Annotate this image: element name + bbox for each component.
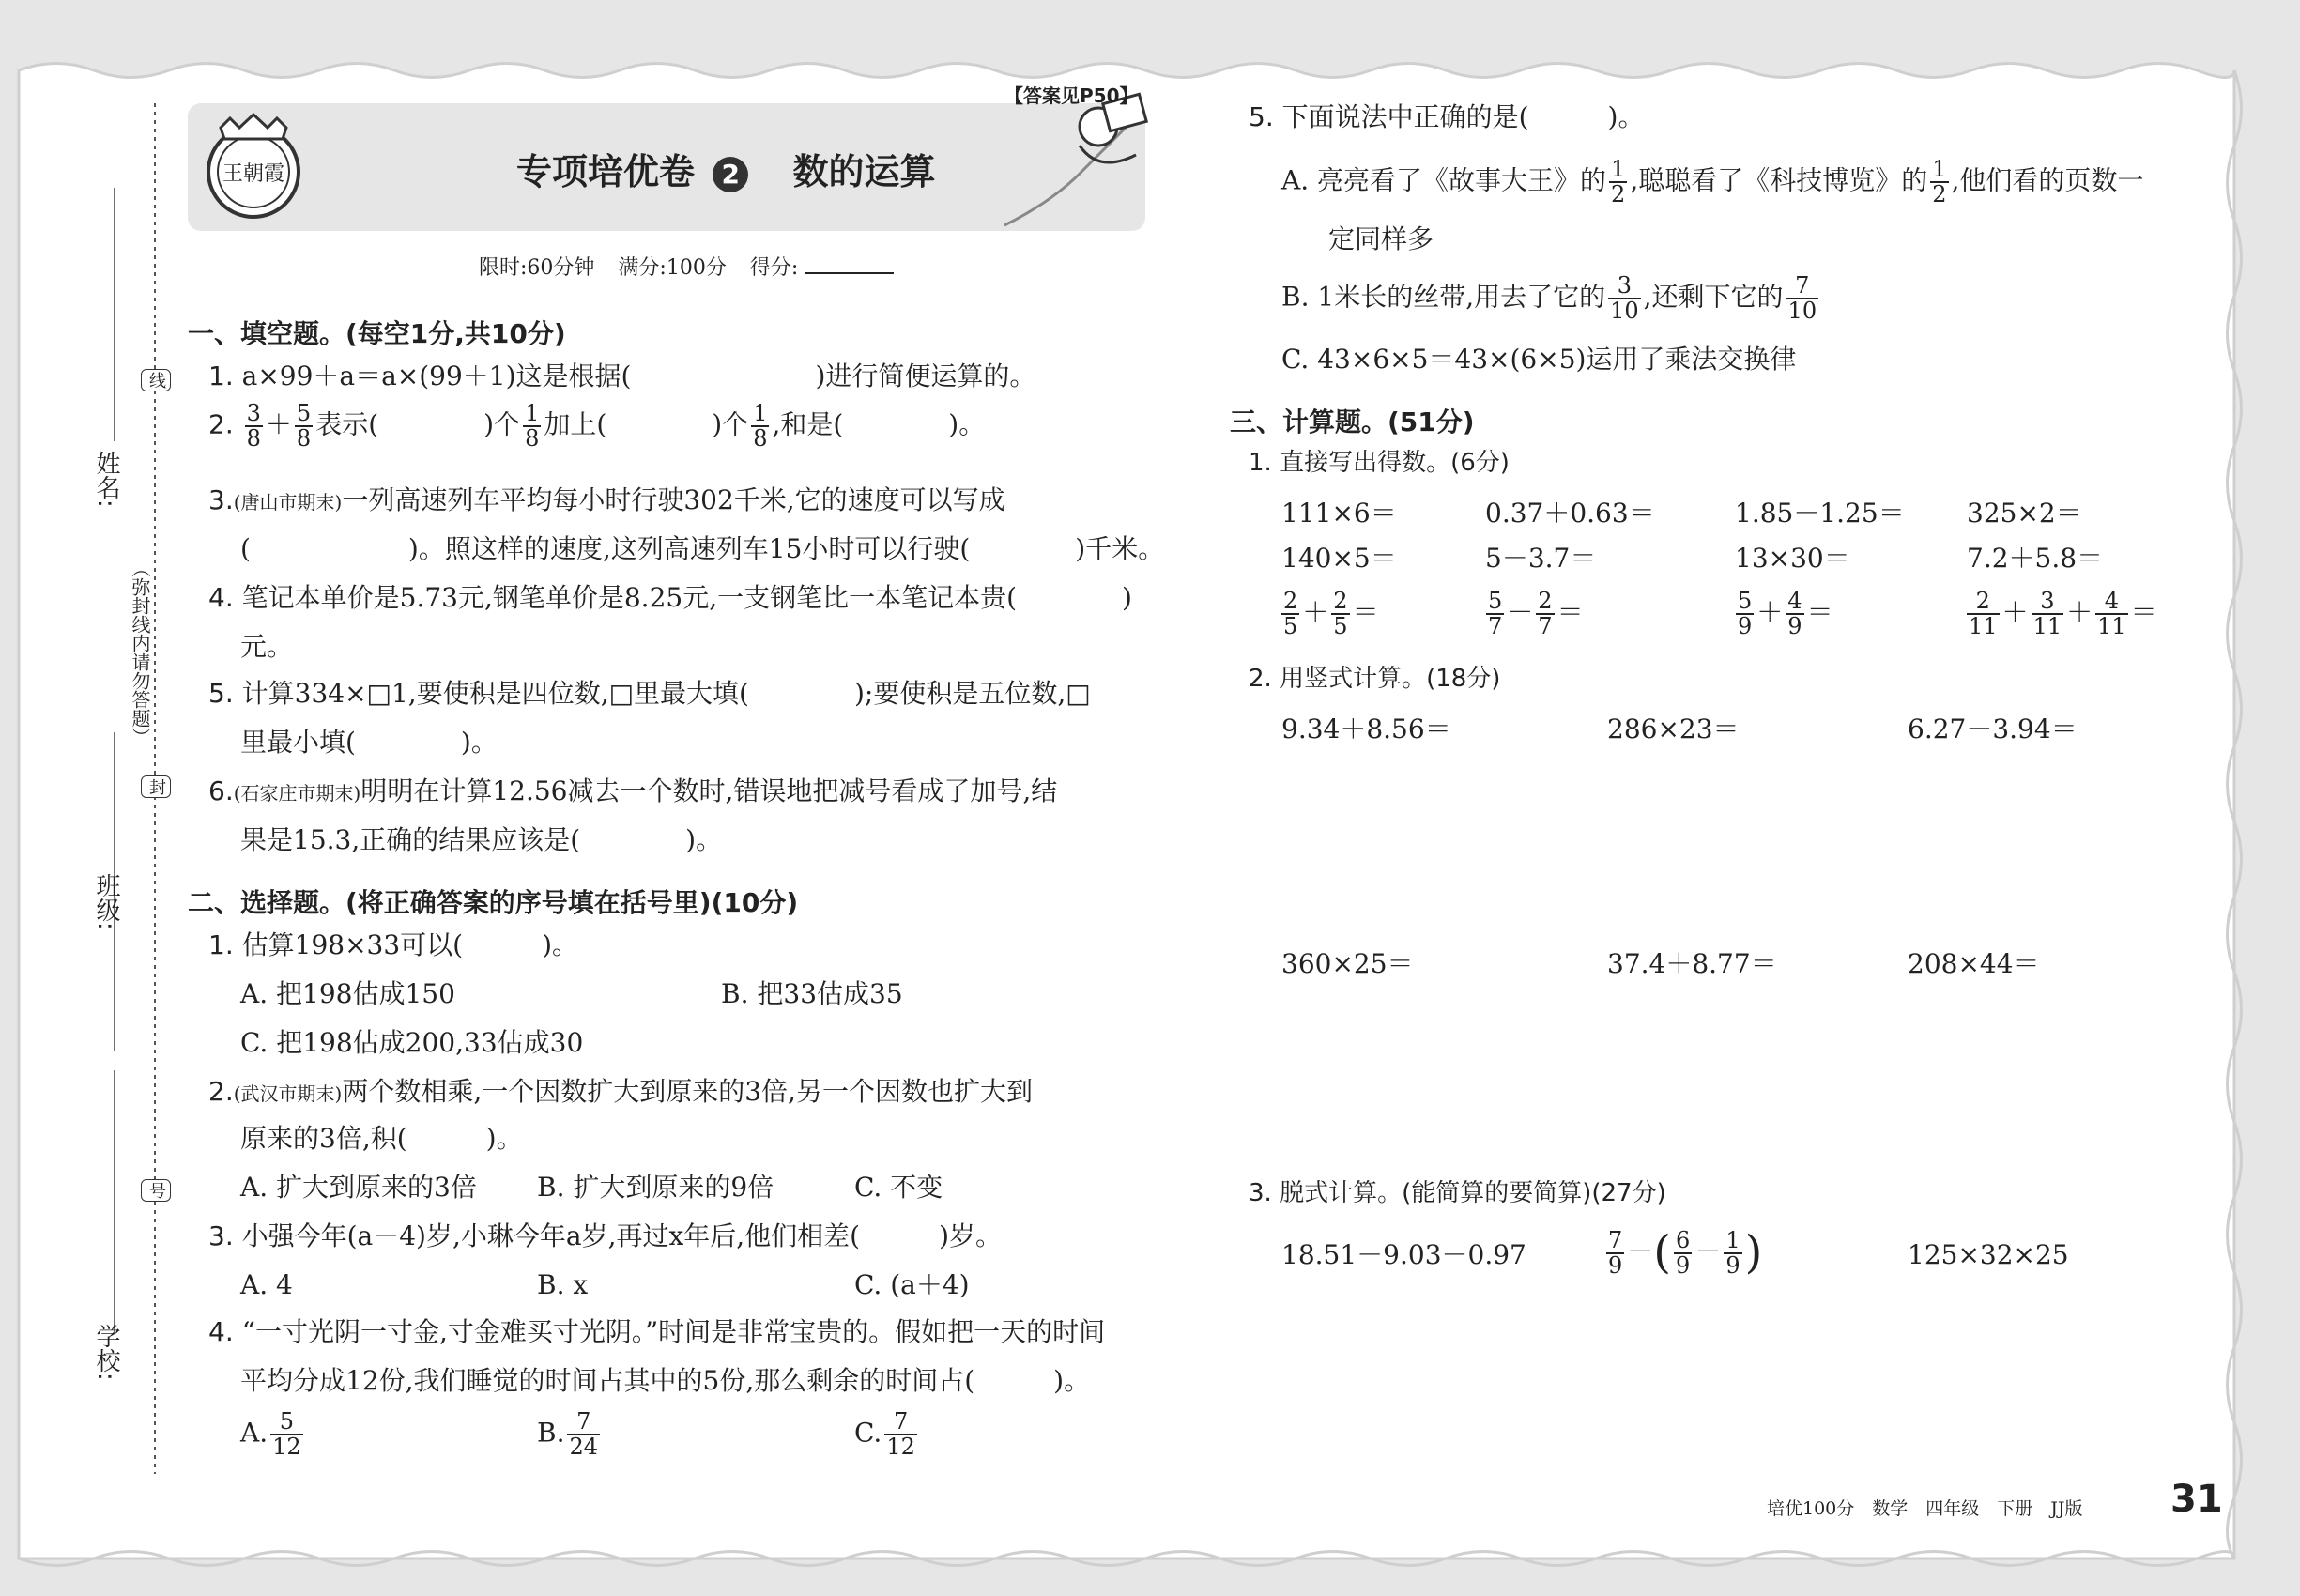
vertical-calc-3: 6.27－3.94＝: [1908, 714, 2078, 744]
full-score: 满分:100分: [618, 256, 727, 280]
calc-1-4: 325×2＝: [1967, 498, 2082, 529]
question-2-4-line2: 平均分成12份,我们睡觉的时间占其中的5份,那么剩余的时间占( )。: [240, 1365, 1091, 1396]
calc-3-3: $\frac{5}{9}$ ＋ $\frac{4}{9}$ ＝: [1738, 588, 1833, 640]
calc-2-2: 5－3.7＝: [1485, 543, 1597, 574]
option-2-2-b[interactable]: B. 扩大到原来的9倍: [537, 1172, 774, 1203]
option-2-2-a[interactable]: A. 扩大到原来的3倍: [240, 1172, 477, 1203]
title-left: 专项培优卷: [516, 151, 696, 192]
seal-mark-line: 线: [141, 369, 171, 391]
option-2-4-a[interactable]: A. $\frac{5}{12}$: [240, 1408, 301, 1461]
school-label: 学校:: [92, 1324, 120, 1381]
seal-mark-seal: 封: [141, 775, 171, 798]
fraction: $\frac{1}{8}$: [525, 400, 540, 453]
step-calc-1: 18.51－9.03－0.97: [1281, 1239, 1526, 1270]
question-2-2: 2.(武汉市期末)两个数相乘,一个因数扩大到原来的3倍,另一个因数也扩大到: [208, 1076, 1033, 1107]
question-1-4-line2: 元。: [240, 631, 294, 662]
question-1-5-line2: 里最小填( )。: [240, 727, 498, 758]
vertical-calc-1: 9.34＋8.56＝: [1281, 714, 1451, 744]
fraction: $\frac{3}{8}$: [246, 400, 261, 453]
seal-mark-number: 号: [141, 1179, 171, 1202]
option-2-3-b[interactable]: B. x: [537, 1269, 589, 1300]
vertical-calc-4: 360×25＝: [1281, 948, 1414, 979]
name-label: 姓名:: [92, 451, 120, 508]
question-1-2: 2. $\frac{3}{8}$ ＋ $\frac{5}{8}$ 表示( )个 $\frac{1}{8}$ 加上( )个 $\frac{1}{8}$ ,和是( )。: [208, 400, 986, 453]
section1-title: 一、填空题。(每空1分,共10分): [188, 318, 566, 349]
question-1-6: 6.(石家庄市期末)明明在计算12.56减去一个数时,错误地把减号看成了加号,结: [208, 775, 1058, 806]
calc-2-1: 140×5＝: [1281, 543, 1397, 574]
vertical-calc-5: 37.4＋8.77＝: [1607, 948, 1777, 979]
question-2-4: 4. “一寸光阴一寸金,寸金难买寸光阴。”时间是非常宝贵的。假如把一天的时间: [208, 1316, 1106, 1347]
part-3-3-title: 3. 脱式计算。(能简算的要简算)(27分): [1249, 1179, 1666, 1207]
option-2-4-b[interactable]: B. $\frac{7}{24}$: [537, 1408, 599, 1461]
section3-title: 三、计算题。(51分): [1230, 407, 1475, 437]
time-limit: 限时:60分钟: [479, 256, 595, 280]
fraction: $\frac{1}{8}$: [753, 400, 768, 453]
question-1-1: 1. a×99＋a＝a×(99＋1)这是根据( )进行简便运算的。: [208, 361, 1036, 391]
option-2-3-a[interactable]: A. 4: [240, 1269, 293, 1300]
question-2-2-line2: 原来的3倍,积( )。: [240, 1123, 523, 1154]
footer-info: 培优100分 数学 四年级 下册 JJ版: [1767, 1498, 2083, 1519]
svg-text:王朝霞: 王朝霞: [222, 162, 285, 186]
answer-reference: 【答案见P50】: [1004, 84, 1139, 107]
option-2-1-a[interactable]: A. 把198估成150: [240, 978, 455, 1009]
option-2-5-a-line2: 定同样多: [1328, 223, 1434, 254]
question-2-5: 5. 下面说法中正确的是( )。: [1249, 101, 1645, 132]
worksheet-title: [516, 143, 936, 194]
option-2-1-c[interactable]: C. 把198估成200,33估成30: [240, 1027, 584, 1058]
question-1-6-line2: 果是15.3,正确的结果应该是( )。: [240, 824, 723, 855]
class-label: 班级:: [92, 873, 120, 930]
calc-3-4: $\frac{2}{11}$ ＋ $\frac{3}{11}$ ＋ $\frac{4}{11}$ ＝: [1969, 588, 2157, 640]
page-number: 31: [2170, 1478, 2223, 1521]
score-label: 得分:: [749, 256, 799, 280]
question-1-5: 5. 计算334×□1,要使积是四位数,□里最大填( );要使积是五位数,□: [208, 678, 1091, 709]
calc-2-3: 13×30＝: [1735, 543, 1850, 574]
exam-info: [479, 252, 894, 281]
question-2-3: 3. 小强今年(a－4)岁,小琳今年a岁,再过x年后,他们相差( )岁。: [208, 1220, 1003, 1251]
question-1-4: 4. 笔记本单价是5.73元,钢笔单价是8.25元,一支钢笔比一本笔记本贵( ): [208, 582, 1132, 613]
seal-line-notice: （弥封线内请勿答题）: [129, 559, 151, 746]
option-2-3-c[interactable]: C. (a＋4): [854, 1269, 970, 1300]
calc-1-2: 0.37＋0.63＝: [1485, 498, 1655, 529]
option-2-2-c[interactable]: C. 不变: [854, 1172, 943, 1203]
calc-3-1: $\frac{2}{5}$ ＋ $\frac{2}{5}$ ＝: [1283, 588, 1379, 640]
mascot-illustration: [995, 89, 1164, 230]
fraction: $\frac{5}{8}$: [296, 400, 312, 453]
step-calc-2: $\frac{7}{9}$ －( $\frac{6}{9}$ － $\frac{1}{9}$ ): [1608, 1226, 1763, 1279]
option-2-5-a[interactable]: A. 亮亮看了《故事大王》的 $\frac{1}{2}$ ,聪聪看了《科技博览》的 $\frac{1}{2}$ ,他们看的页数一: [1281, 156, 2144, 208]
score-blank[interactable]: [805, 272, 894, 274]
part-3-2-title: 2. 用竖式计算。(18分): [1249, 665, 1501, 693]
question-1-3-line2: ( )。照这样的速度,这列高速列车15小时可以行驶( )千米。: [240, 533, 1165, 564]
calc-1-1: 111×6＝: [1281, 498, 1397, 529]
part-3-1-title: 1. 直接写出得数。(6分): [1249, 449, 1510, 477]
option-2-1-b[interactable]: B. 把33估成35: [721, 978, 903, 1009]
calc-3-2: $\frac{5}{7}$ － $\frac{2}{7}$ ＝: [1488, 588, 1584, 640]
brand-logo: [202, 111, 305, 223]
option-2-4-c[interactable]: C. $\frac{7}{12}$: [854, 1408, 915, 1461]
vertical-calc-2: 286×23＝: [1607, 714, 1740, 744]
option-2-5-b[interactable]: B. 1米长的丝带,用去了它的 $\frac{3}{10}$ ,还剩下它的 $\frac{7}{10}$: [1281, 272, 1817, 325]
question-1-3: 3.(唐山市期末)一列高速列车平均每小时行驶302千米,它的速度可以写成: [208, 484, 1005, 515]
calc-2-4: 7.2＋5.8＝: [1967, 543, 2104, 574]
title-right: 数的运算: [792, 151, 936, 192]
section2-title: 二、选择题。(将正确答案的序号填在括号里)(10分): [188, 887, 799, 918]
title-number-badge: 2: [713, 157, 748, 192]
option-2-5-c[interactable]: C. 43×6×5＝43×(6×5)运用了乘法交换律: [1281, 344, 1797, 375]
step-calc-3: 125×32×25: [1908, 1239, 2069, 1270]
vertical-calc-6: 208×44＝: [1908, 948, 2040, 979]
question-2-1: 1. 估算198×33可以( )。: [208, 929, 579, 960]
calc-1-3: 1.85－1.25＝: [1735, 498, 1905, 529]
